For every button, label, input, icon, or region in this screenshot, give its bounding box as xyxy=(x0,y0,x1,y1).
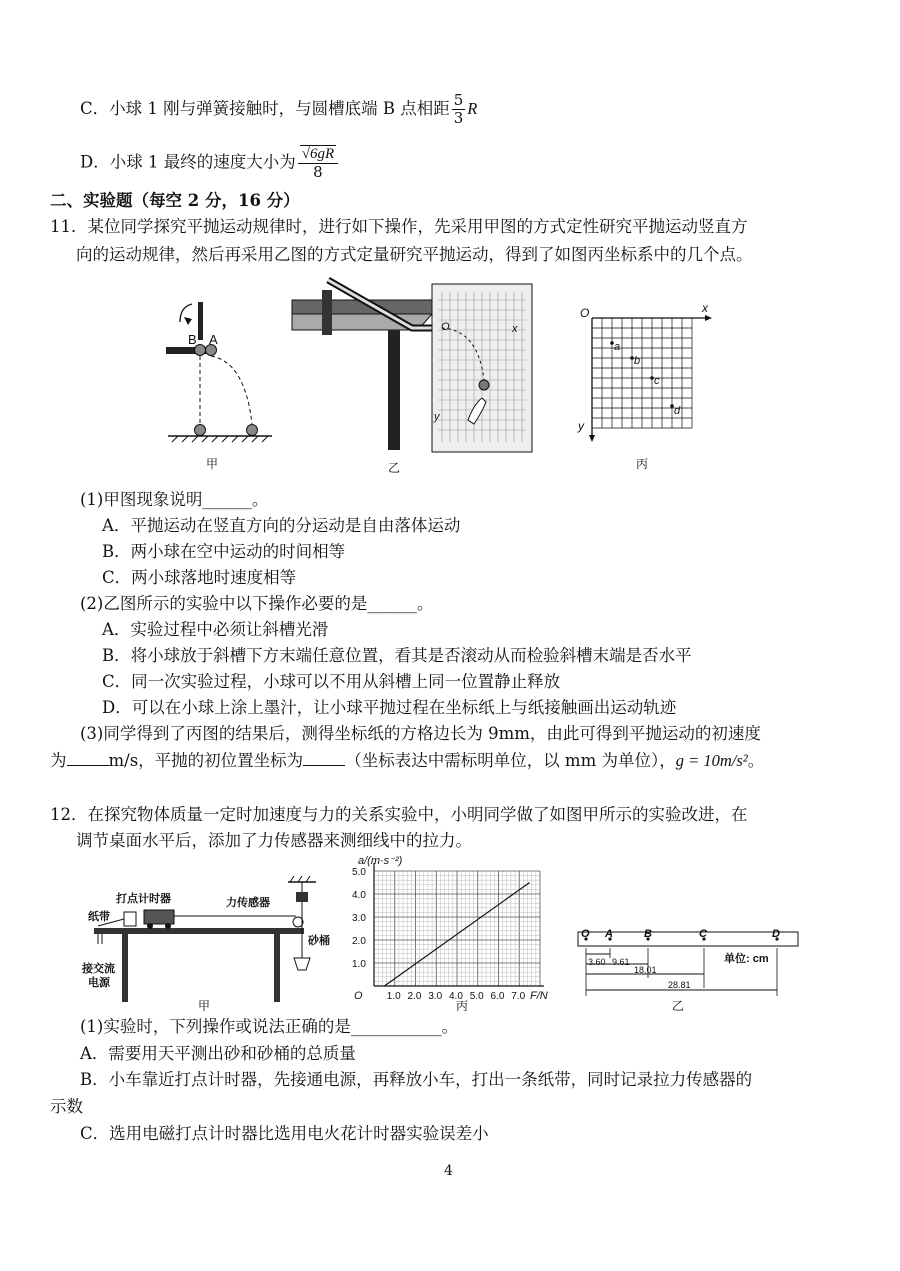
y-arrow-icon xyxy=(589,435,595,442)
stand-post xyxy=(322,290,332,335)
figure-q12-jia xyxy=(78,872,340,1012)
q11-part3-line1: (3)同学得到了丙图的结果后，测得坐标纸的方格边长为 9mm，由此可得到平抛运动的初速度 xyxy=(80,724,761,743)
label-x: x xyxy=(512,323,518,335)
label-d: d xyxy=(674,405,681,417)
table-leg-left xyxy=(122,934,128,1002)
dim-oc: 18.01 xyxy=(634,965,657,975)
ball-landed-2 xyxy=(247,425,258,436)
q12-stem-line2: 调节桌面水平后，添加了力传感器来测细线中的拉力。 xyxy=(76,831,472,850)
text: 为 xyxy=(50,751,67,770)
table-top xyxy=(94,928,304,934)
wheel xyxy=(147,923,153,929)
dim-ob: 9.61 xyxy=(612,957,630,967)
frac-den: 8 xyxy=(313,163,323,181)
label-power2: 电源 xyxy=(88,977,110,989)
x-tick-label: 4.0 xyxy=(449,991,463,1002)
x-tick-label: 3.0 xyxy=(428,991,443,1002)
power-wires xyxy=(98,934,102,944)
q11-p1-option-b: B．两小球在空中运动的时间相等 xyxy=(102,542,346,561)
text: m/s，平抛的初位置坐标为 xyxy=(108,751,304,770)
q12-p1-option-b-cont: 示数 xyxy=(50,1097,83,1116)
figure-yi xyxy=(292,270,538,455)
ground-hatch xyxy=(172,436,268,442)
q12-p1-option-c: C．选用电磁打点计时器比选用电火花计时器实验误差小 xyxy=(80,1124,489,1143)
q12-part1: (1)实验时，下列操作或说法正确的是___________。 xyxy=(80,1017,459,1036)
q11-p2-option-b: B．将小球放于斜槽下方末端任意位置，看其是否滚动从而检验斜槽末端是否水平 xyxy=(102,646,692,665)
label-b: b xyxy=(634,355,641,367)
page-number: 4 xyxy=(444,1163,453,1179)
x-tick-label: 7.0 xyxy=(511,991,526,1002)
q10-option-c-prefix: C．小球 1 刚与弹簧接触时，与圆槽底端 B 点相距 xyxy=(80,99,450,118)
q11-p2-option-c: C．同一次实验过程，小球可以不用从斜槽上同一位置静止释放 xyxy=(102,672,561,691)
x-tick-label: 2.0 xyxy=(407,991,422,1002)
text: （坐标表达中需标明单位，以 mm 为单位）， xyxy=(345,751,676,770)
label-b: B xyxy=(644,928,652,940)
label-y: y xyxy=(578,419,584,433)
section-title: 二、实验题（每空 2 分，16 分） xyxy=(50,191,300,210)
graph-a-vs-f xyxy=(348,856,548,1001)
q10-option-c xyxy=(80,92,477,127)
y-tick-label: 4.0 xyxy=(352,890,366,901)
y-tick-label: 3.0 xyxy=(352,913,366,924)
x-tick-label: 5.0 xyxy=(469,991,484,1002)
ceiling-hatch xyxy=(290,876,310,882)
parabola-path xyxy=(211,356,252,424)
x-tick-label: 1.0 xyxy=(386,991,401,1002)
q12-stem-line1: 12．在探究物体质量一定时加速度与力的关系实验中，小明同学做了如图甲所示的实验改进，在 xyxy=(50,805,748,824)
frac-den: 3 xyxy=(453,109,464,127)
fraction-sqrt xyxy=(298,145,338,181)
q12-p1-option-b: B．小车靠近打点计时器，先接通电源，再释放小车，打出一条纸带，同时记录拉力传感器的 xyxy=(80,1070,753,1089)
y-axis-label: a/(m·s⁻²) xyxy=(358,855,403,867)
arrow-icon xyxy=(184,317,192,325)
label-b: B xyxy=(188,332,197,347)
q11-part2: (2)乙图所示的实验中以下操作必要的是______。 xyxy=(80,594,434,613)
dim-oa: 3.60 xyxy=(588,957,606,967)
frac-num xyxy=(298,145,338,164)
q11-p1-option-c: C．两小球落地时速度相等 xyxy=(102,568,297,587)
x-arrow-icon xyxy=(705,315,712,321)
label-d: D xyxy=(772,928,780,940)
ball xyxy=(479,380,489,390)
label-x: x xyxy=(702,301,708,315)
y-tick-label: 1.0 xyxy=(352,959,366,970)
x-axis-label: F/N xyxy=(530,990,548,1002)
q10-option-c-suffix: R xyxy=(467,99,478,118)
caption-bing: 丙 xyxy=(636,457,649,471)
q11-part3-line2 xyxy=(50,750,764,772)
fraction-five-thirds xyxy=(452,92,466,127)
label-timer: 打点计时器 xyxy=(116,893,171,905)
label-c: C xyxy=(699,928,707,940)
answer-blank xyxy=(303,765,345,766)
label-o: O xyxy=(580,306,590,320)
sensor xyxy=(296,892,308,902)
caption-q12-jia: 甲 xyxy=(198,999,211,1013)
answer-blank xyxy=(67,765,109,766)
label-tape: 纸带 xyxy=(88,911,110,923)
sand-bucket xyxy=(294,958,310,970)
g-value: g = 10m/s² xyxy=(675,751,748,770)
label-y: y xyxy=(434,411,440,423)
label-bucket: 砂桶 xyxy=(308,935,330,947)
caption-q12-yi: 乙 xyxy=(672,999,685,1013)
caption-bing: 丙 xyxy=(456,999,469,1013)
y-tick-label: 5.0 xyxy=(352,867,366,878)
q11-stem-line2: 向的运动规律，然后再采用乙图的方式定量研究平抛运动，得到了如图丙坐标系中的几个点。 xyxy=(76,245,753,264)
table-leg-right xyxy=(274,934,280,1002)
label-a: a xyxy=(614,341,621,353)
label-o: O xyxy=(441,321,450,333)
wheel xyxy=(165,923,171,929)
q11-p1-option-a: A．平抛运动在竖直方向的分运动是自由落体运动 xyxy=(102,516,461,535)
frac-num: 5 xyxy=(453,91,464,109)
y-tick-label: 2.0 xyxy=(352,936,366,947)
hammer-bar xyxy=(198,302,203,340)
q10-option-d xyxy=(80,145,340,181)
label-power1: 接交流 xyxy=(82,963,115,975)
timer xyxy=(124,912,136,926)
figure-q12-yi xyxy=(572,924,804,1000)
q12-p1-option-a: A．需要用天平测出砂和砂桶的总质量 xyxy=(80,1044,356,1063)
dim-od: 28.81 xyxy=(668,980,691,990)
figure-jia xyxy=(160,292,280,452)
text: 。 xyxy=(747,751,765,770)
unit-label: 单位: cm xyxy=(724,953,769,965)
label-a: A xyxy=(605,928,613,940)
q11-p2-option-d: D．可以在小球上涂上墨汁，让小球平抛过程在坐标纸上与纸接触画出运动轨迹 xyxy=(102,698,677,717)
caption-yi: 乙 xyxy=(388,461,401,475)
q11-stem-line1: 11．某位同学探究平抛运动规律时，进行如下操作，先采用甲图的方式定性研究平抛运动竖直方 xyxy=(50,217,748,236)
q10-option-d-prefix: D．小球 1 最终的速度大小为 xyxy=(80,152,296,172)
ball-landed-1 xyxy=(195,425,206,436)
figure-bing xyxy=(574,300,714,445)
q11-part1: (1)甲图现象说明______。 xyxy=(80,490,269,509)
cart xyxy=(144,910,174,924)
q11-p2-option-a: A．实验过程中必须让斜槽光滑 xyxy=(102,620,329,639)
label-sensor: 力传感器 xyxy=(226,897,270,909)
caption-jia: 甲 xyxy=(206,457,219,471)
x-tick-label: 6.0 xyxy=(490,991,505,1002)
label-c: c xyxy=(654,375,660,387)
sqrt-6gR: √6gR xyxy=(301,146,335,162)
graph-grid xyxy=(374,863,544,986)
label-o: O xyxy=(581,928,590,940)
table-leg xyxy=(388,330,400,450)
label-a: A xyxy=(209,332,218,347)
origin-label: O xyxy=(354,990,363,1002)
